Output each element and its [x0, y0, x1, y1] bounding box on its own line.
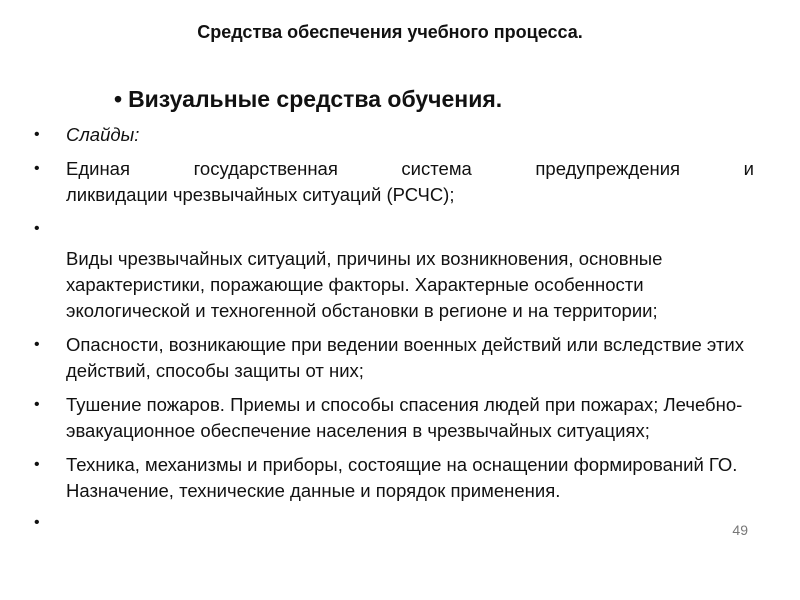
bullet: •	[34, 514, 40, 531]
list-item	[34, 246, 754, 324]
list-item	[34, 452, 754, 504]
item-text: Техника, механизмы и приборы, состоящие на оснащении формирований ГО. Назначение, технические данные и порядок применения.	[66, 454, 738, 501]
bullet: •	[114, 86, 123, 112]
slide-subtitle	[114, 86, 502, 113]
bullet: •	[34, 160, 40, 177]
subtitle-text: Визуальные средства обучения.	[128, 86, 503, 112]
list-item	[34, 332, 754, 384]
list-item	[34, 156, 754, 208]
list-item	[34, 392, 754, 444]
bullet: •	[34, 396, 40, 413]
bullet-list	[34, 122, 754, 536]
item-text: Тушение пожаров. Приемы и способы спасения людей при пожарах; Лечебно-эвакуационное обеспечение населения в чрезвычайных ситуациях;	[66, 394, 743, 441]
bullet: •	[34, 220, 40, 237]
item-text: Слайды:	[66, 124, 140, 145]
page-number: 49	[732, 522, 748, 538]
list-item	[34, 216, 754, 242]
bullet: •	[34, 456, 40, 473]
list-item	[34, 510, 754, 536]
bullet: •	[34, 126, 40, 143]
bullet: •	[34, 336, 40, 353]
slide-title: Средства обеспечения учебного процесса.	[197, 22, 583, 42]
item-text: Опасности, возникающие при ведении военных действий или вследствие этих действий, способы защиты от них;	[66, 334, 745, 381]
item-text-line: ликвидации чрезвычайных ситуаций (РСЧС);	[66, 184, 455, 205]
item-text-line: Единая государственная система предупреждения и	[66, 158, 754, 179]
list-item	[34, 122, 754, 148]
item-text: Виды чрезвычайных ситуаций, причины их возникновения, основные характеристики, поражающие факторы. Характерные особенности экологической и техногенной обстановки в регионе и на территории;	[66, 248, 663, 321]
